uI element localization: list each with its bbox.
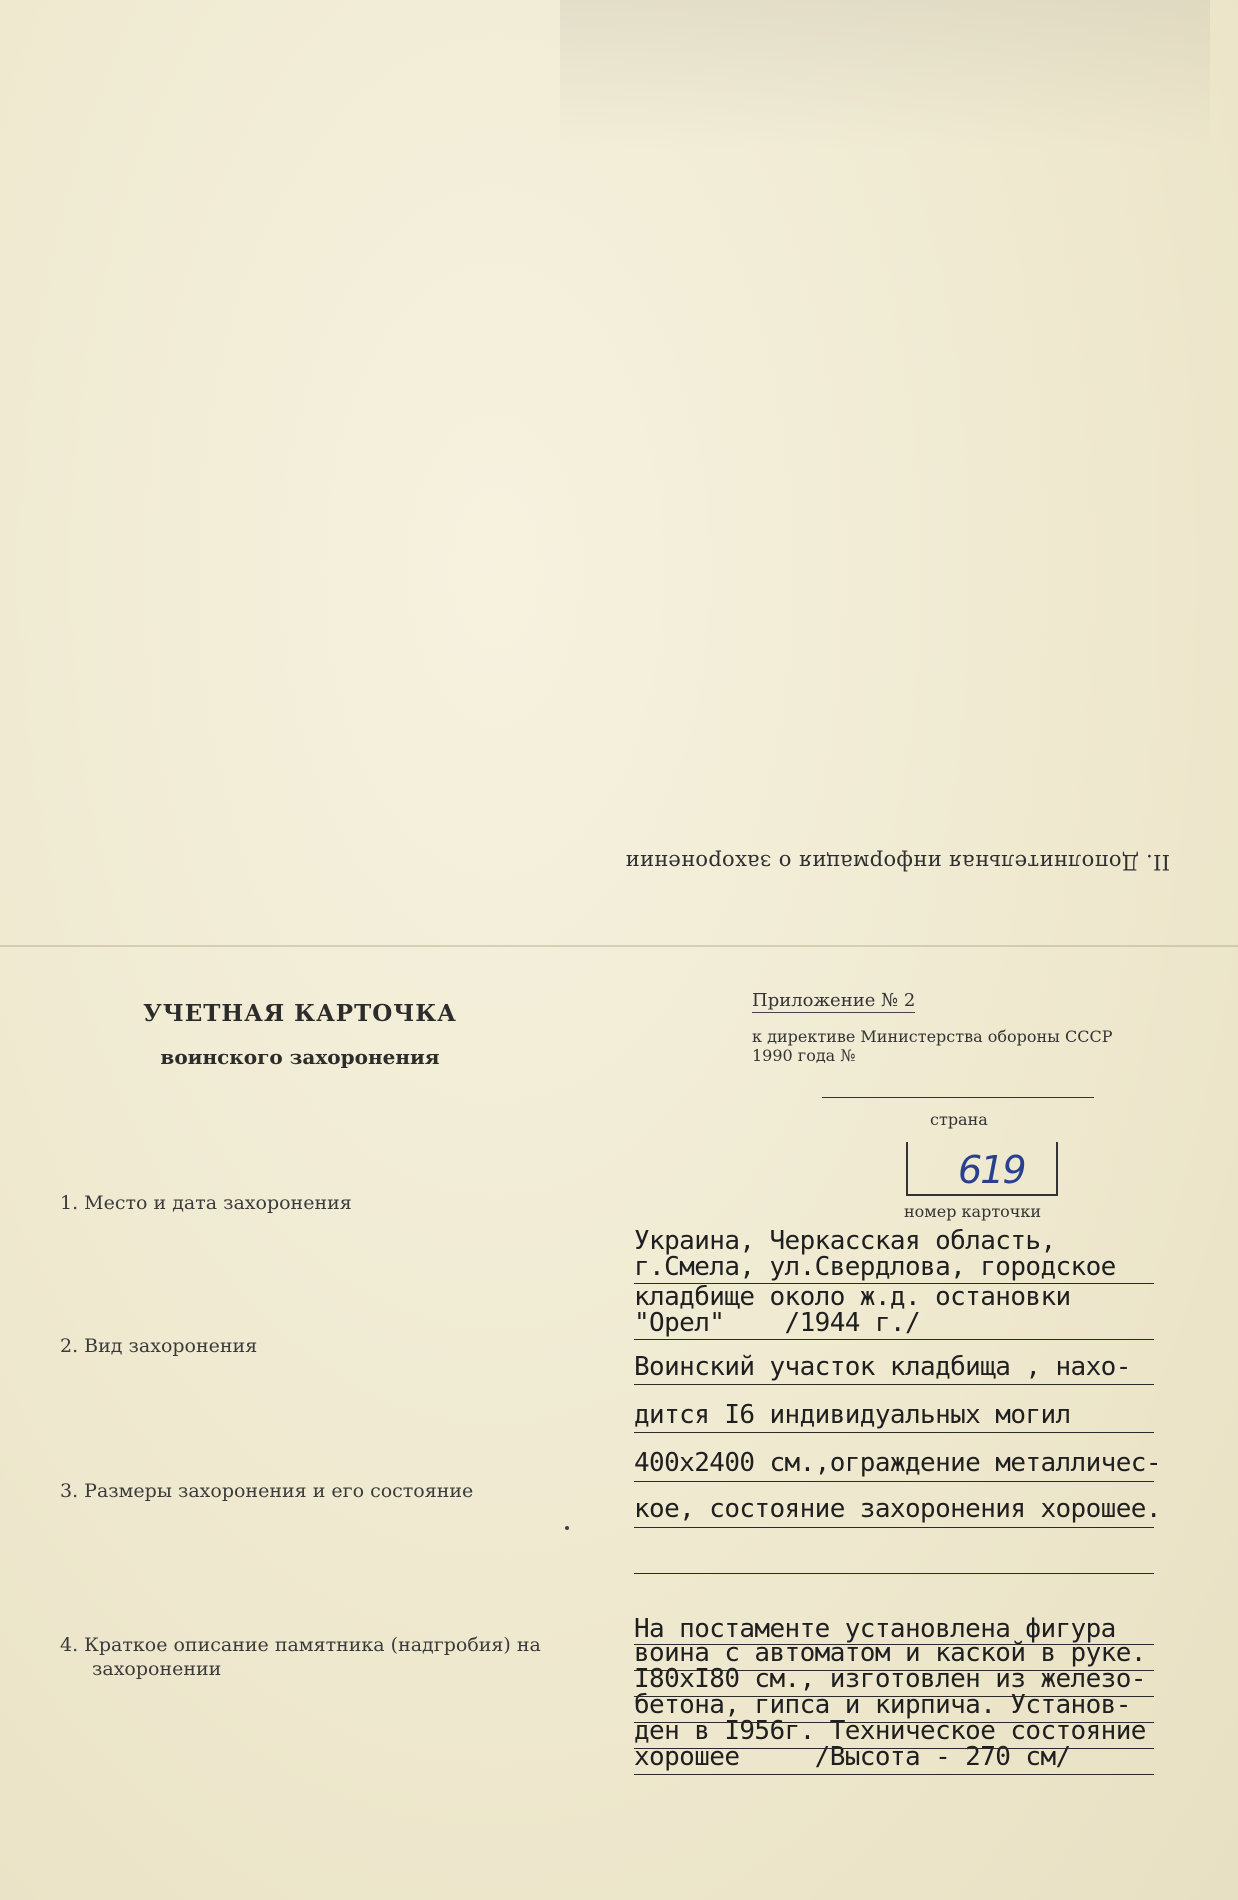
kind-underline-2 [634, 1432, 1154, 1433]
size-line-2: кое, состояние захоронения хорошее. [634, 1494, 1161, 1524]
card-subtitle: воинского захоронения [160, 1045, 440, 1069]
monument-underline-4 [634, 1722, 1154, 1723]
country-label: страна [930, 1110, 988, 1129]
monument-underline-1 [634, 1644, 1154, 1645]
card-number-box [906, 1142, 1058, 1196]
size-line-1: 400х2400 см.,ограждение металличес- [634, 1448, 1161, 1478]
country-line [822, 1097, 1094, 1098]
card-title: УЧЕТНАЯ КАРТОЧКА [143, 1000, 457, 1027]
directive-text: к директиве Министерства обороны СССР [752, 1027, 1113, 1046]
monument-line-3: I80хI80 см., изготовлен из железо- [634, 1664, 1146, 1694]
monument-underline-6 [634, 1774, 1154, 1775]
card-number-label: номер карточки [904, 1202, 1042, 1221]
kind-line-2: дится I6 индивидуальных могил [634, 1400, 1071, 1430]
directive-year: 1990 года № [752, 1046, 856, 1065]
monument-line-5: ден в I956г. Техническое состояние [634, 1716, 1146, 1746]
kind-line-1: Воинский участок кладбища , нахо- [634, 1352, 1131, 1382]
field-4-label-line2: захоронении [92, 1658, 222, 1680]
section-2-title: II. Дополнительная информация о захоронении [625, 850, 1170, 874]
monument-line-2: воина с автоматом и каской в руке. [634, 1638, 1146, 1668]
place-line-2: г.Смела, ул.Свердлова, городское [634, 1252, 1116, 1282]
card-number: 619 [958, 1148, 1025, 1192]
place-line-3: кладбище около ж.д. остановки [634, 1282, 1071, 1312]
place-line-4: "Орел" /1944 г./ [634, 1308, 921, 1338]
size-underline-2 [634, 1527, 1154, 1528]
field-3-label: 3. Размеры захоронения и его состояние [60, 1480, 474, 1502]
monument-line-4: бетона, гипса и кирпича. Установ- [634, 1690, 1131, 1720]
place-underline-4 [634, 1339, 1154, 1340]
field-2-label: 2. Вид захоронения [60, 1335, 258, 1357]
size-underline-1 [634, 1481, 1154, 1482]
monument-line-6: хорошее /Высота - 270 см/ [634, 1742, 1071, 1772]
paper-stain [560, 0, 1210, 150]
monument-line-1: На постаменте установлена фигура [634, 1614, 1116, 1644]
ink-dot [565, 1526, 569, 1530]
appendix-label: Приложение № 2 [752, 990, 916, 1011]
monument-underline-5 [634, 1748, 1154, 1749]
field-1-label: 1. Место и дата захоронения [60, 1192, 352, 1214]
kind-underline-1 [634, 1384, 1154, 1385]
monument-underline-3 [634, 1696, 1154, 1697]
place-line-1: Украина, Черкасская область, [634, 1226, 1056, 1256]
fold-line [0, 945, 1238, 947]
field-4-label-line1: 4. Краткое описание памятника (надгробия) на [60, 1634, 541, 1656]
size-underline-3 [634, 1573, 1154, 1574]
monument-underline-2 [634, 1670, 1154, 1671]
